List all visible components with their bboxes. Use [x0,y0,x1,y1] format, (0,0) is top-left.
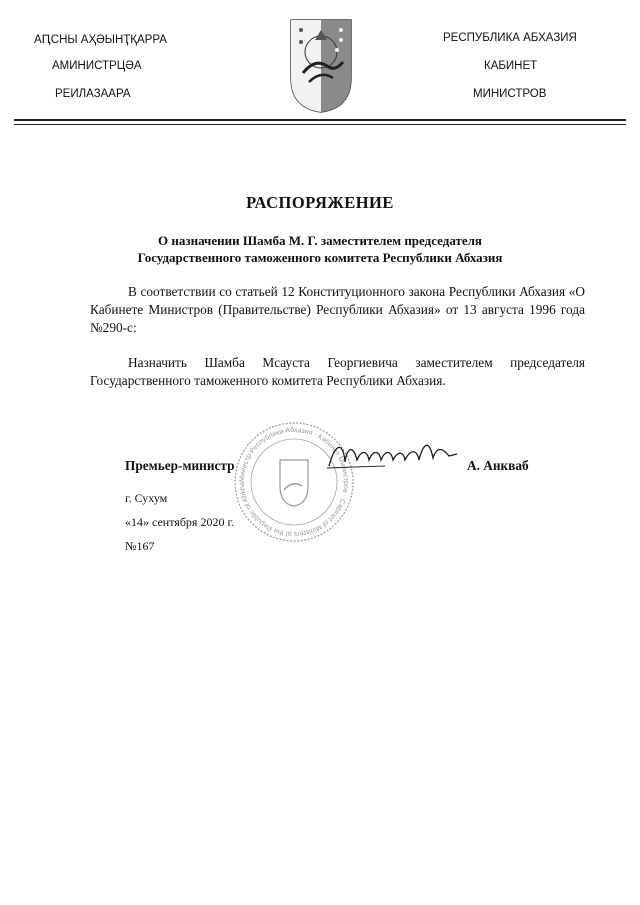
signatory-name: А. Анкваб [467,458,529,473]
subject-line-1: О назначении Шамба М. Г. заместителем председателя [158,233,482,248]
header-right-line-1: РЕСПУБЛИКА АБХАЗИЯ [443,32,577,44]
signatory-position: Премьер-министр [125,458,235,473]
header-divider-thin [14,124,626,125]
header-right-line-2: КАБИНЕТ [484,60,538,72]
document-number: №167 [125,539,155,553]
document-subject [60,232,580,266]
seal-ring-text: Министр Республики Абхазия · Кабинет Министров · Cabinet of Ministers of the Republic of Abkha [238,426,350,538]
body-paragraph-2: Назначить Шамба Мсауста Георгиевича заместителем председателя Государственного таможенного комитета Республики Абхазия. [90,355,585,388]
coat-of-arms-emblem [289,18,353,114]
body-paragraph-1: В соответствии со статьей 12 Конституционного закона Республики Абхазия «О Кабинете Министров (Правительстве) Республики Абхазия» от 13 августа 1996 года №290-с: [90,284,585,335]
header-left-line-2: АМИНИСТРЦӘА [52,60,142,72]
header-left-line-1: АԤСНЫ АҲӘЫНҬҚАРРА [34,34,167,46]
document-date: «14» сентября 2020 г. [125,515,235,529]
document-place: г. Сухум [125,491,168,505]
header-divider-thick [14,119,626,121]
document-title: РАСПОРЯЖЕНИЕ [246,193,394,212]
subject-line-2: Государственного таможенного комитета Республики Абхазия [137,250,503,265]
handwritten-signature [325,436,460,476]
header-right-line-3: МИНИСТРОВ [473,88,547,100]
header-left-line-3: РЕИЛАЗААРА [55,88,131,100]
